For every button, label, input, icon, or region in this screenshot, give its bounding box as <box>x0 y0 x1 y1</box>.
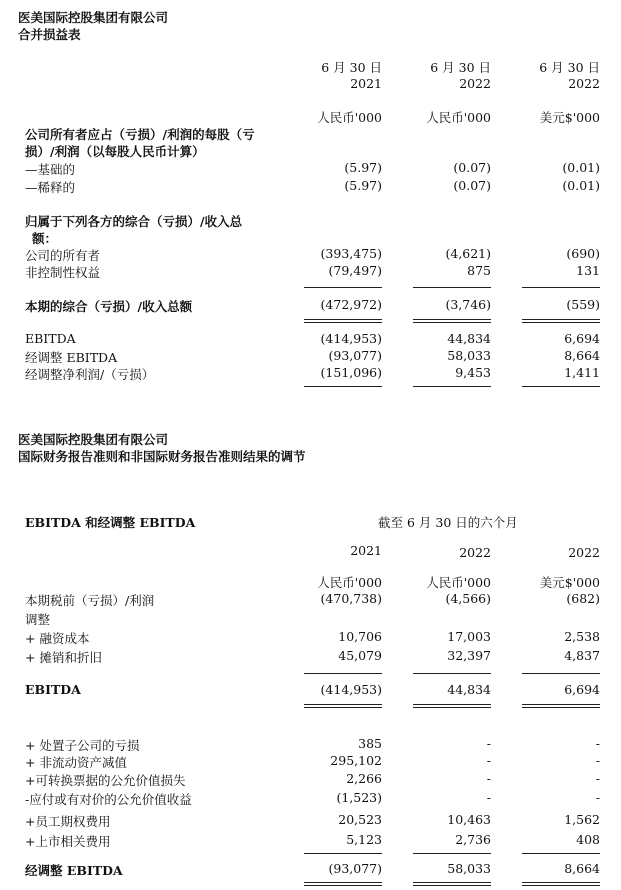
basic-2021: (5.97) <box>344 160 382 175</box>
ebitda-double-rule <box>522 704 600 708</box>
nci-2022-rmb: 875 <box>467 263 491 278</box>
section1-end-rule <box>522 386 600 387</box>
final-double-rule <box>413 882 491 886</box>
owners-2022-usd: (690) <box>566 246 600 261</box>
period-header: 截至 6 月 30 日的六个月 <box>378 515 518 530</box>
section1-end-rule <box>413 386 491 387</box>
year-2022-usd: 2022 <box>568 545 600 560</box>
disposal-2022-usd: - <box>595 736 600 751</box>
share-comp-label: +员工期权费用 <box>25 814 111 829</box>
col2-header <box>430 60 491 92</box>
col1-year: 2021 <box>350 76 382 91</box>
eps-heading-line2: 损）/利润（以每股人民币计算） <box>25 144 205 159</box>
basic-label: —基础的 <box>25 162 76 177</box>
col1-unit: 人民币'000 <box>317 110 382 125</box>
subtotal-rule <box>522 853 600 854</box>
contingent-label: -应付或有对价的公允价值收益 <box>25 792 192 807</box>
adj-ebitda2-2022-usd: 8,664 <box>564 861 600 876</box>
share-comp-2021: 20,523 <box>338 812 382 827</box>
listing-2022-usd: 408 <box>576 832 600 847</box>
subtotal-rule <box>413 673 491 674</box>
cb-fv-2021: 2,266 <box>346 771 382 786</box>
col3-header <box>539 60 600 92</box>
company-name-2: 医美国际控股集团有限公司 <box>18 432 169 447</box>
final-double-rule <box>304 882 382 886</box>
col3-unit: 美元$'000 <box>539 110 600 125</box>
ebitda2-2022-usd: 6,694 <box>564 682 600 697</box>
diluted-2022-rmb: (0.07) <box>453 178 491 193</box>
col1-date: 6 月 30 日 <box>321 60 382 75</box>
adj-net-2022-rmb: 9,453 <box>455 365 491 380</box>
owners-2021: (393,475) <box>320 246 382 261</box>
subtotal-rule <box>304 673 382 674</box>
nci-label: 非控制性权益 <box>25 265 101 280</box>
adj-net-2021: (151,096) <box>320 365 382 380</box>
total-double-rule <box>413 319 491 323</box>
col3-year: 2022 <box>568 76 600 91</box>
ebitda-double-rule <box>413 704 491 708</box>
subtotal-rule <box>522 673 600 674</box>
diluted-2022-usd: (0.01) <box>562 178 600 193</box>
col1-header <box>321 60 382 92</box>
adj-ebitda2-2021: (93,077) <box>328 861 382 876</box>
adj-ebitda-label: 经调整 EBITDA <box>25 350 118 365</box>
year-2022-rmb: 2022 <box>459 545 491 560</box>
adj-ebitda-2022-rmb: 58,033 <box>447 348 491 363</box>
ebitda2-2022-rmb: 44,834 <box>447 682 491 697</box>
ebitda-2022-rmb: 44,834 <box>447 331 491 346</box>
pbt-2021: (470,738) <box>320 591 382 606</box>
da-2022-usd: 4,837 <box>564 648 600 663</box>
section1-end-rule <box>304 386 382 387</box>
basic-2022-rmb: (0.07) <box>453 160 491 175</box>
ebitda-2021: (414,953) <box>320 331 382 346</box>
company-name: 医美国际控股集团有限公司 <box>18 10 169 25</box>
attrib-heading-line2: 额： <box>32 231 58 246</box>
impair-2022-usd: - <box>595 753 600 768</box>
contingent-2022-rmb: - <box>486 790 491 805</box>
unit-2021: 人民币'000 <box>317 575 382 590</box>
pbt-2022-usd: (682) <box>566 591 600 606</box>
adj-ebitda-2021: (93,077) <box>328 348 382 363</box>
cb-fv-2022-usd: - <box>595 771 600 786</box>
pbt-2022-rmb: (4,566) <box>445 591 491 606</box>
final-double-rule <box>522 882 600 886</box>
contingent-2022-usd: - <box>595 790 600 805</box>
col2-date: 6 月 30 日 <box>430 60 491 75</box>
diluted-2021: (5.97) <box>344 178 382 193</box>
ebitda2-label: EBITDA <box>25 682 81 697</box>
finance-2022-rmb: 17,003 <box>447 629 491 644</box>
adj-net-label: 经调整净利润/（亏损） <box>25 367 155 382</box>
finance-2022-usd: 2,538 <box>564 629 600 644</box>
finance-2021: 10,706 <box>338 629 382 644</box>
total-2021: (472,972) <box>320 297 382 312</box>
cb-fv-label: +可转换票据的公允价值损失 <box>25 773 186 788</box>
nci-2021: (79,497) <box>328 263 382 278</box>
subtotal-rule <box>304 287 382 288</box>
col2-year: 2022 <box>459 76 491 91</box>
nci-2022-usd: 131 <box>576 263 600 278</box>
unit-2022-usd: 美元$'000 <box>539 575 600 590</box>
adj-ebitda2-2022-rmb: 58,033 <box>447 861 491 876</box>
year-2021: 2021 <box>350 543 382 558</box>
impair-2022-rmb: - <box>486 753 491 768</box>
total-double-rule <box>522 319 600 323</box>
col3-date: 6 月 30 日 <box>539 60 600 75</box>
ebitda-2022-usd: 6,694 <box>564 331 600 346</box>
adj-ebitda-2022-usd: 8,664 <box>564 348 600 363</box>
total-double-rule <box>304 319 382 323</box>
subtotal-rule <box>304 853 382 854</box>
diluted-label: —稀释的 <box>25 180 76 195</box>
pbt-label: 本期税前（亏损）/利润 <box>25 593 155 608</box>
adj-ebitda2-label: 经调整 EBITDA <box>25 863 123 878</box>
cb-fv-2022-rmb: - <box>486 771 491 786</box>
total-2022-usd: (559) <box>566 297 600 312</box>
impair-2021: 295,102 <box>330 753 382 768</box>
total-2022-rmb: (3,746) <box>445 297 491 312</box>
da-2022-rmb: 32,397 <box>447 648 491 663</box>
eps-heading-line1: 公司所有者应占（亏损）/利润的每股（亏 <box>25 127 255 142</box>
owners-label: 公司的所有者 <box>25 248 101 263</box>
listing-2022-rmb: 2,736 <box>455 832 491 847</box>
adjust-label: 调整 <box>25 612 51 627</box>
unit-2022-rmb: 人民币'000 <box>426 575 491 590</box>
disposal-label: + 处置子公司的亏损 <box>25 738 140 753</box>
listing-2021: 5,123 <box>346 832 382 847</box>
adj-net-2022-usd: 1,411 <box>564 365 600 380</box>
subtotal-rule <box>413 287 491 288</box>
share-comp-2022-usd: 1,562 <box>564 812 600 827</box>
ebitda-label: EBITDA <box>25 331 76 346</box>
contingent-2021: (1,523) <box>336 790 382 805</box>
basic-2022-usd: (0.01) <box>562 160 600 175</box>
disposal-2022-rmb: - <box>486 736 491 751</box>
subtotal-rule <box>522 287 600 288</box>
da-2021: 45,079 <box>338 648 382 663</box>
subtotal-rule <box>413 853 491 854</box>
finance-label: + 融资成本 <box>25 631 90 646</box>
owners-2022-rmb: (4,621) <box>445 246 491 261</box>
total-label: 本期的综合（亏损）/收入总额 <box>25 299 193 314</box>
ebitda2-2021: (414,953) <box>320 682 382 697</box>
impair-label: + 非流动资产减值 <box>25 755 127 770</box>
attrib-heading-line1: 归属于下列各方的综合（亏损）/收入总 <box>25 214 243 229</box>
col2-unit: 人民币'000 <box>426 110 491 125</box>
ebitda-double-rule <box>304 704 382 708</box>
disposal-2021: 385 <box>358 736 382 751</box>
da-label: + 摊销和折旧 <box>25 650 102 665</box>
statement-title: 合并损益表 <box>18 27 81 42</box>
reconciliation-title: 国际财务报告准则和非国际财务报告准则结果的调节 <box>18 449 306 464</box>
table-title: EBITDA 和经调整 EBITDA <box>25 515 196 530</box>
share-comp-2022-rmb: 10,463 <box>447 812 491 827</box>
listing-label: +上市相关费用 <box>25 834 111 849</box>
